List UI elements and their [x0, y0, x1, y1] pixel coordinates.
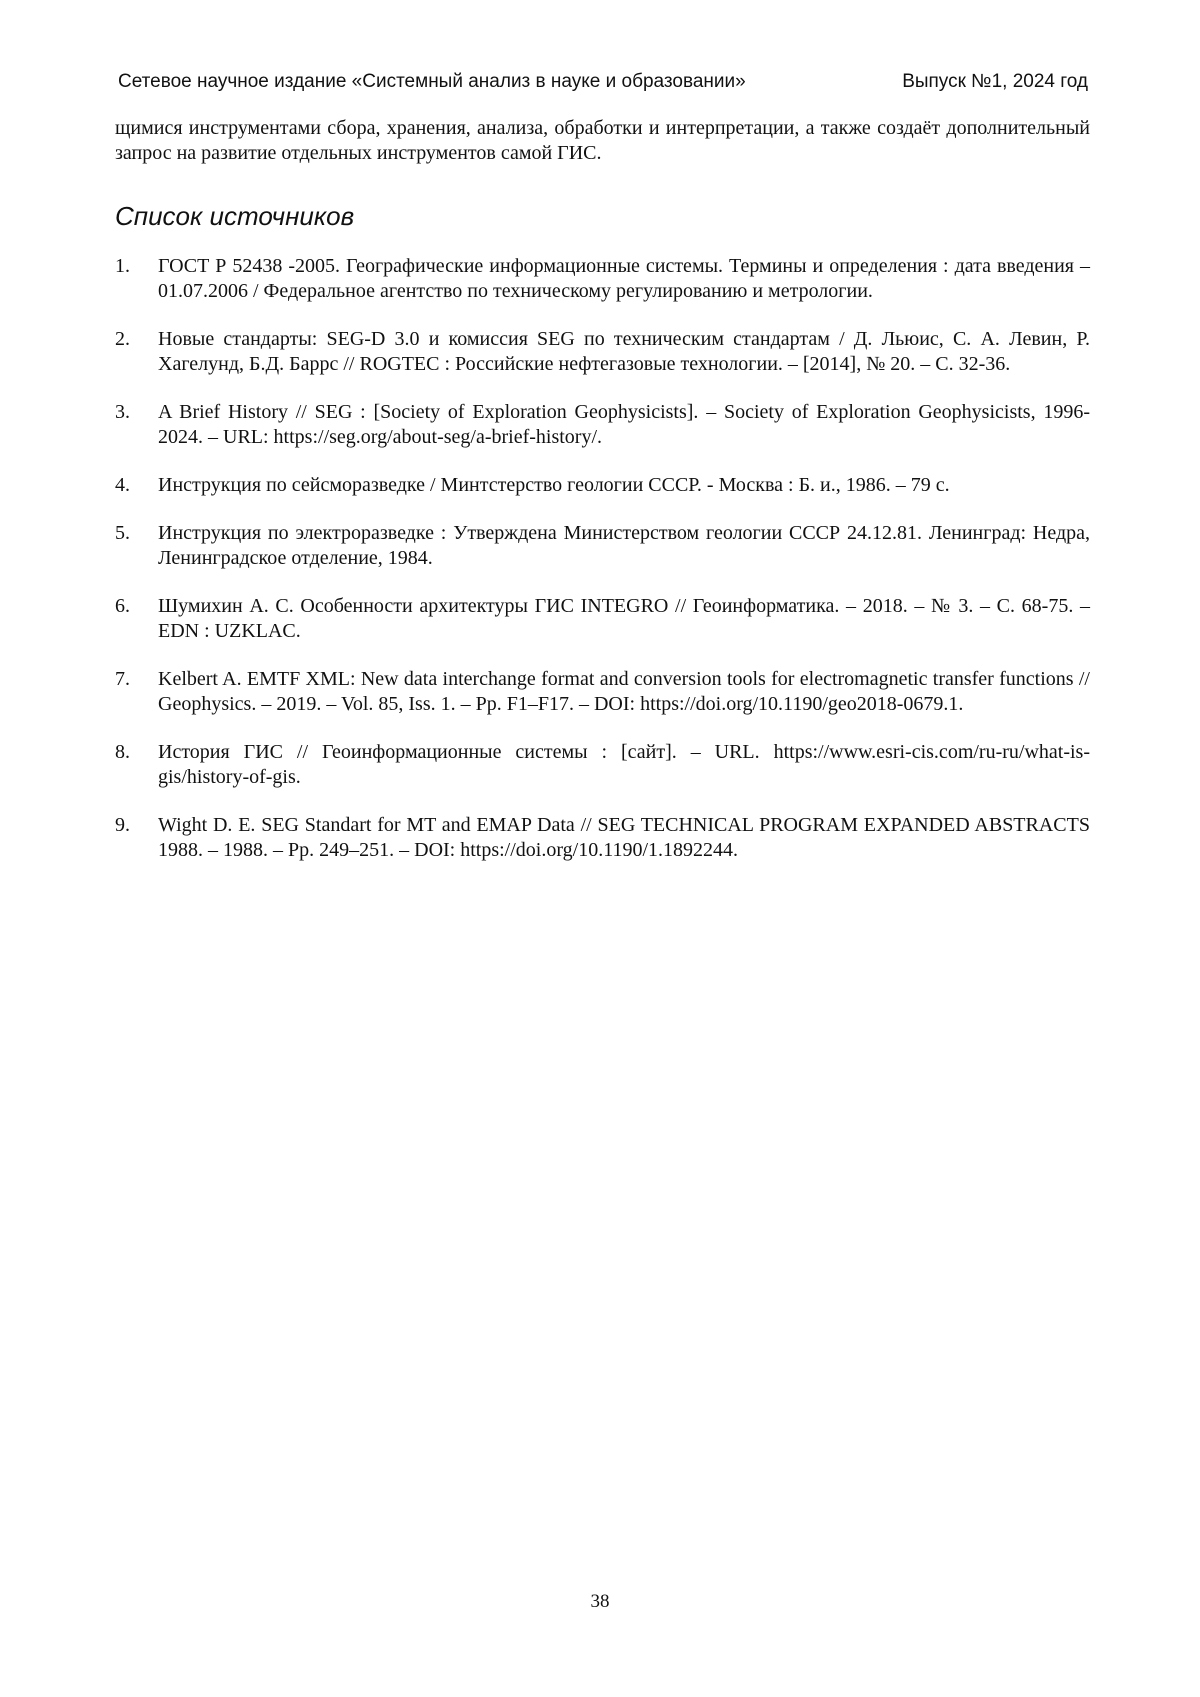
reference-text: A Brief History // SEG : [Society of Exploration Geophysicists]. – Society of Exploration Geophysicists, 1996-2024. – URL: https://seg.org/about-seg/a-brief-history/.: [158, 401, 1090, 448]
page-number: 38: [590, 1591, 610, 1612]
issue-label: Выпуск №1, 2024 год: [902, 71, 1088, 92]
reference-number: 4.: [115, 474, 130, 496]
reference-number: 1.: [115, 255, 130, 277]
reference-text: Шумихин А. С. Особенности архитектуры ГИС INTEGRO // Геоинформатика. – 2018. – № 3. – С. 68-75. – EDN : UZKLAC.: [158, 595, 1090, 642]
journal-title: Сетевое научное издание «Системный анализ в науке и образовании»: [118, 71, 746, 92]
reference-item: [115, 400, 1090, 450]
reference-item: [115, 740, 1090, 790]
reference-text: Новые стандарты: SEG-D 3.0 и комиссия SEG по техническим стандартам / Д. Льюис, С. А. Левин, Р. Хагелунд, Б.Д. Баррс // ROGTEC : Российские нефтегазовые технологии. – [2014], № 20. – С. 32-36.: [158, 328, 1090, 375]
intro-paragraph: щимися инструментами сбора, хранения, анализа, обработки и интерпретации, а также создаёт дополнительный запрос на развитие отдельных инструментов самой ГИС.: [115, 117, 1090, 164]
reference-list: [115, 254, 1090, 863]
reference-item: [115, 594, 1090, 644]
reference-text: Инструкция по электроразведке : Утверждена Министерством геологии СССР 24.12.81. Ленинград: Недра, Ленинградское отделение, 1984.: [158, 522, 1090, 569]
reference-text: Инструкция по сейсморазведке / Минтстерство геологии СССР. - Москва : Б. и., 1986. – 79 с.: [158, 474, 950, 496]
reference-text: История ГИС // Геоинформационные системы : [сайт]. – URL. https://www.esri-cis.com/ru-ru/what-is-gis/history-of-gis.: [158, 741, 1090, 788]
reference-number: 6.: [115, 595, 130, 617]
reference-number: 5.: [115, 522, 130, 544]
reference-text: Kelbert A. EMTF XML: New data interchange format and conversion tools for electromagnetic transfer functions // Geophysics. – 2019. – Vol. 85, Iss. 1. – Pp. F1–F17. – DOI: https://doi.org/10.1190/geo2018-0679.1.: [158, 668, 1090, 715]
reference-number: 2.: [115, 328, 130, 350]
reference-item: [115, 327, 1090, 377]
running-header: [118, 70, 1088, 94]
main-content: [115, 116, 1090, 886]
section-title: Список источников: [115, 201, 355, 231]
reference-number: 7.: [115, 668, 130, 690]
reference-text: Wight D. E. SEG Standart for MT and EMAP Data // SEG TECHNICAL PROGRAM EXPANDED ABSTRACTS 1988. – 1988. – Pp. 249–251. – DOI: https://doi.org/10.1190/1.1892244.: [158, 814, 1090, 861]
reference-number: 3.: [115, 401, 130, 423]
reference-item: [115, 813, 1090, 863]
reference-item: [115, 254, 1090, 304]
reference-number: 9.: [115, 814, 130, 836]
reference-text: ГОСТ Р 52438 -2005. Географические информационные системы. Термины и определения : дата введения – 01.07.2006 / Федеральное агентство по техническому регулированию и метрологии.: [158, 255, 1090, 302]
reference-item: [115, 473, 1090, 498]
reference-number: 8.: [115, 741, 130, 763]
reference-item: [115, 521, 1090, 571]
reference-item: [115, 667, 1090, 717]
